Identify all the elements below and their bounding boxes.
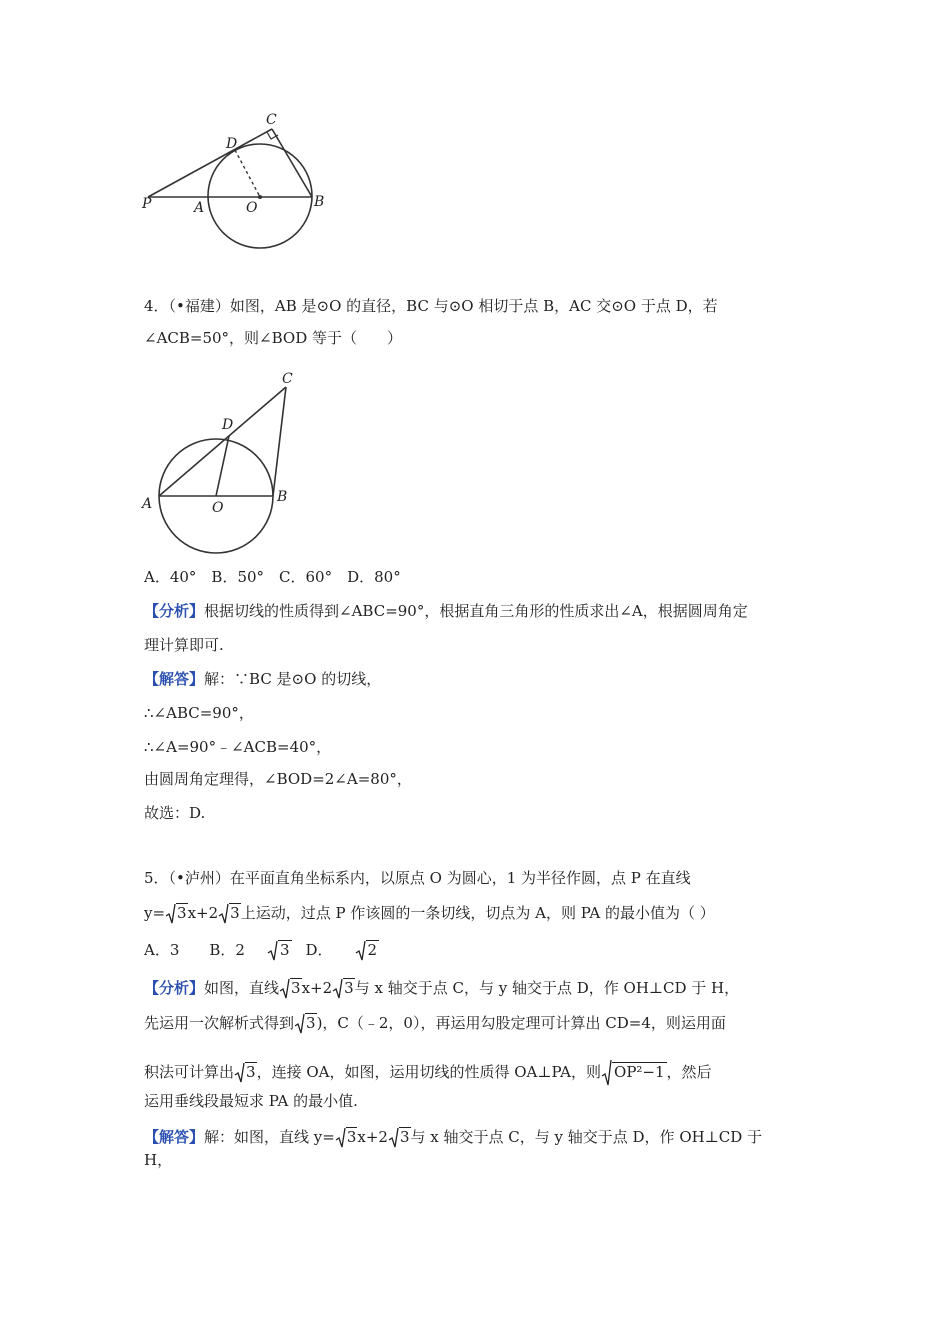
label-c: C: [266, 112, 277, 128]
q5-answer-2: H，: [144, 1151, 173, 1169]
sqrt-symbol: 3: [279, 978, 302, 1000]
label-b: B: [277, 489, 288, 505]
analysis-tag: 【分析】: [144, 602, 205, 620]
answer-tag: 【解答】: [144, 1128, 205, 1146]
line-pc: [148, 129, 272, 197]
figure-tangent-pc: [138, 110, 338, 255]
label-b: B: [314, 194, 325, 210]
q4-line1: 4．（•福建）如图，AB 是⊙O 的直径，BC 与⊙O 相切于点 B，AC 交⊙O 于点 D，若: [144, 297, 718, 315]
label-p: P: [142, 196, 152, 212]
sqrt-symbol: 3: [335, 1127, 358, 1149]
sqrt-symbol: 3: [388, 1127, 411, 1149]
label-c: C: [282, 371, 293, 387]
sqrt-symbol: 3: [267, 940, 292, 962]
figure-circle-abcd: [138, 365, 318, 560]
q4-answer-4: 由圆周角定理得，∠BOD=2∠A=80°，: [144, 770, 412, 788]
q5-analysis-2: 先运用一次解析式得到 3)，C（﹣2，0），再运用勾股定理可计算出 CD=4，则运用面: [144, 1013, 726, 1035]
sqrt-symbol: 2: [355, 940, 380, 962]
q5-analysis-4: 运用垂线段最短求 PA 的最小值.: [144, 1092, 358, 1110]
sqrt-symbol: 3: [218, 903, 241, 925]
label-a: A: [194, 200, 205, 216]
analysis-tag: 【分析】: [144, 979, 205, 997]
sqrt-symbol: OP²−1: [601, 1059, 667, 1087]
sqrt-symbol: 3: [332, 978, 355, 1000]
q5-analysis-1: 【分析】如图，直线 3x+2 3与 x 轴交于点 C，与 y 轴交于点 D，作 OH⊥CD 于 H，: [144, 978, 739, 1000]
q4-analysis-1: 【分析】根据切线的性质得到∠ABC=90°，根据直角三角形的性质求出∠A，根据圆周角定: [144, 602, 748, 620]
q4-answer-3: ∴∠A=90°﹣∠ACB=40°，: [144, 738, 332, 756]
label-a: A: [142, 496, 153, 512]
sqrt-symbol: 3: [165, 903, 188, 925]
label-d: D: [226, 136, 238, 152]
label-o: O: [246, 200, 258, 216]
center-dot: [258, 195, 262, 199]
q4-answer-5: 故选：D.: [144, 804, 206, 822]
q4-answer-2: ∴∠ABC=90°，: [144, 704, 254, 722]
sqrt-symbol: 3: [294, 1013, 317, 1035]
q5-options: A．3 B．2 3 D． 2: [144, 940, 379, 962]
q5-line2: y= 3x+2 3上运动，过点 P 作该圆的一条切线，切点为 A，则 PA 的最小值为（ ）: [144, 903, 715, 925]
q4-line2: ∠ACB=50°，则∠BOD 等于（ ）: [144, 329, 403, 347]
line-ac: [159, 387, 286, 496]
q4-answer-1: 【解答】解：∵BC 是⊙O 的切线，: [144, 670, 382, 688]
q5-answer-1: 【解答】解：如图，直线 y= 3x+2 3与 x 轴交于点 C，与 y 轴交于点 D，作 OH⊥CD 于: [144, 1127, 762, 1149]
label-d: D: [222, 417, 234, 433]
line-cb: [272, 129, 312, 197]
answer-tag: 【解答】: [144, 670, 205, 688]
q4-options: A．40° B．50° C．60° D．80°: [144, 568, 401, 586]
q5-analysis-3: 积法可计算出 3，连接 OA，如图，运用切线的性质得 OA⊥PA，则 OP²−1 ，然后: [144, 1059, 712, 1087]
q4-analysis-2: 理计算即可.: [144, 636, 224, 654]
q5-line1: 5．（•泸州）在平面直角坐标系内，以原点 O 为圆心，1 为半径作圆，点 P 在直线: [144, 869, 691, 887]
line-cb: [273, 387, 286, 496]
sqrt-symbol: 3: [234, 1062, 257, 1084]
label-o: O: [212, 500, 224, 516]
dashed-od: [235, 150, 260, 197]
